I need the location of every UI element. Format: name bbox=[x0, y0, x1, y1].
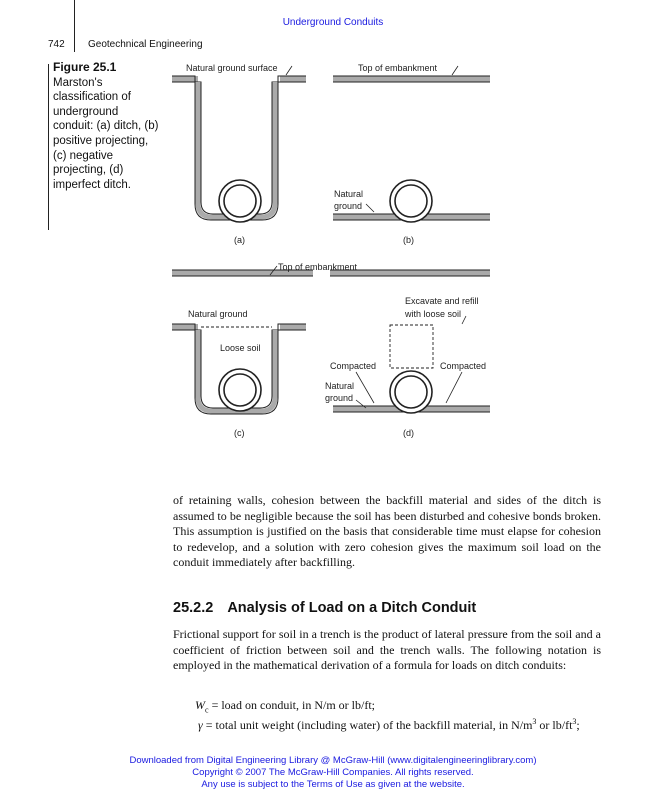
def2-text-c: ; bbox=[576, 718, 580, 732]
def2-sup-a: 3 bbox=[532, 717, 537, 726]
def1-text: = load on conduit, in N/m or lb/ft; bbox=[208, 698, 375, 712]
panel-a-diagram bbox=[172, 66, 306, 222]
label-panel-d: (d) bbox=[403, 428, 414, 438]
label-natural-ground-d-1: Natural bbox=[325, 381, 355, 391]
label-compacted-right: Compacted bbox=[440, 361, 487, 371]
figure-caption bbox=[53, 60, 161, 192]
header-divider bbox=[74, 0, 75, 52]
page-number: 742 bbox=[48, 39, 65, 50]
label-top-of-embankment-b: Top of embankment bbox=[358, 63, 438, 73]
label-top-of-embankment-cd: Top of embankment bbox=[278, 262, 358, 272]
caption-divider bbox=[48, 64, 49, 230]
label-panel-c: (c) bbox=[234, 428, 245, 438]
figure-caption-text: Marston's classification of underground conduit: (a) ditch, (b) positive projecting, (c) negative projecting, (d) imperfect ditch. bbox=[53, 76, 159, 191]
section-heading bbox=[173, 600, 476, 616]
def1-symbol: W bbox=[195, 698, 205, 712]
definition-gamma bbox=[198, 714, 602, 734]
def1-subscript: c bbox=[205, 705, 209, 715]
label-panel-b: (b) bbox=[403, 235, 414, 245]
label-natural-ground-b-1: Natural bbox=[334, 189, 364, 199]
label-panel-a: (a) bbox=[234, 235, 245, 245]
def2-text-b: or lb/ft bbox=[536, 718, 573, 732]
def2-sup-b: 3 bbox=[572, 717, 577, 726]
footer-copyright: Copyright © 2007 The McGraw-Hill Companies. All rights reserved. bbox=[192, 767, 474, 778]
label-natural-ground-c: Natural ground bbox=[188, 309, 248, 319]
running-head: Underground Conduits bbox=[282, 17, 384, 28]
label-loose-soil: Loose soil bbox=[220, 343, 261, 353]
body-paragraph-2: Frictional support for soil in a trench is the product of lateral pressure from the soil and a coefficient of friction between soil and the trench walls. The following notation is employed in the mathematical derivation of a formula for loads on ditch conduits: bbox=[173, 627, 601, 673]
label-compacted-left: Compacted bbox=[330, 361, 377, 371]
figure-label: Figure 25.1 bbox=[53, 60, 117, 74]
label-excavate-1: Excavate and refill bbox=[405, 296, 479, 306]
def2-symbol: γ bbox=[198, 718, 203, 732]
label-natural-ground-d-2: ground bbox=[325, 393, 354, 403]
panel-c-diagram bbox=[172, 324, 306, 414]
footer-download-link[interactable]: Downloaded from Digital Engineering Library @ McGraw-Hill (www.digitalengineeringlibrary.com) bbox=[129, 755, 537, 766]
conduit-figure bbox=[160, 56, 500, 446]
section-number: 25.2.2 bbox=[173, 600, 214, 616]
book-title: Geotechnical Engineering bbox=[88, 39, 203, 50]
section-title: Analysis of Load on a Ditch Conduit bbox=[227, 600, 477, 616]
label-natural-ground-b-2: ground bbox=[334, 201, 363, 211]
label-excavate-2: with loose soil bbox=[405, 309, 462, 319]
footer-terms: Any use is subject to the Terms of Use as given at the website. bbox=[201, 779, 465, 790]
body-paragraph-1: of retaining walls, cohesion between the backfill material and sides of the ditch is assumed to be negligible because the soil has been disturbed and cohesive bonds broken. This assumption is justified on the basis that considerable time must elapse for cohesion to redevelop, and a solution with zero cohesion gives the maximum soil load on the conduit immediately after backfilling. bbox=[173, 493, 601, 570]
label-natural-ground-surface: Natural ground surface bbox=[186, 63, 278, 73]
def2-text-a: = total unit weight (including water) of the backfill material, in N/m bbox=[202, 718, 533, 732]
